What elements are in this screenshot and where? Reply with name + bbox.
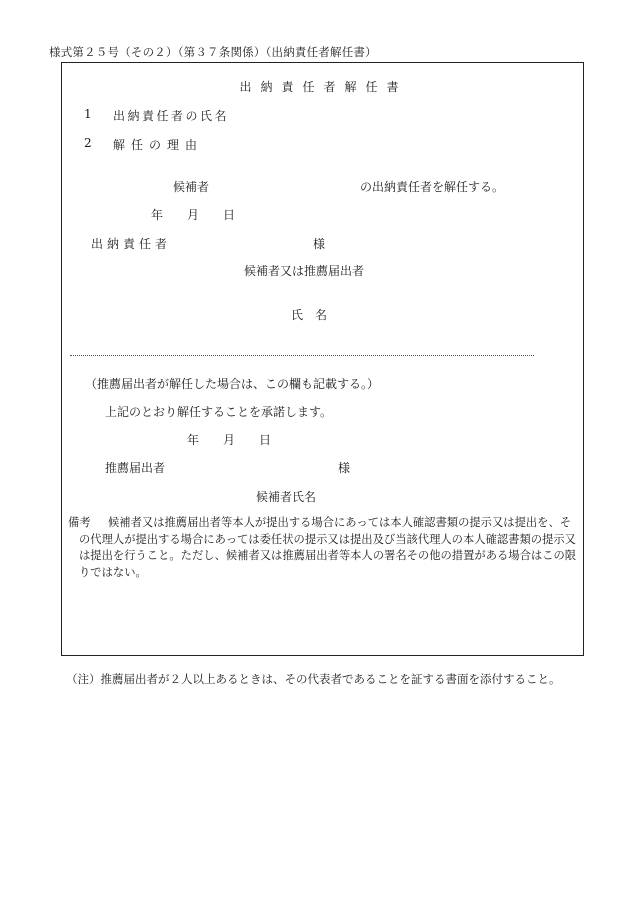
addressee-label: 出納責任者 [91, 237, 172, 251]
form-title: 出納責任者解任書 [239, 80, 408, 94]
form-header: 様式第２５号（その２）（第３７条関係）（出納責任者解任書） [49, 45, 377, 59]
addressee-honorific: 様 [313, 237, 326, 251]
consent-date-month: 月 [223, 433, 236, 447]
dismiss-statement: の出納責任者を解任する。 [360, 180, 505, 194]
signer-role: 候補者又は推薦届出者 [244, 264, 365, 278]
footnote: （注）推薦届出者が２人以上あるときは、その代表者であることを証する書面を添付すること。 [66, 672, 561, 686]
remarks-block [68, 515, 578, 581]
consent-date-day: 日 [259, 433, 272, 447]
signer-name-label: 氏 名 [291, 308, 328, 322]
separator-dotted-line [70, 355, 534, 356]
form-frame [61, 62, 584, 656]
consent-date-year: 年 [187, 433, 200, 447]
item2-label: 解任の理由 [113, 138, 204, 152]
recommender-label: 推薦届出者 [105, 461, 166, 475]
remarks-label: 備考 [68, 516, 91, 529]
consent-acknowledgement: 上記のとおり解任することを承諾します。 [105, 405, 333, 419]
date-day: 日 [223, 208, 236, 222]
consent-instruction: （推薦届出者が解任した場合は、この欄も記載する。） [85, 377, 380, 391]
item2-number: 2 [84, 136, 92, 150]
remarks-text: 候補者又は推薦届出者等本人が提出する場合にあっては本人確認書類の提示又は提出を、その代理人が提出する場合にあっては委任状の提示又は提出及び当該代理人の本人確認書類の提示又は提出を行うこと。ただし、候補者又は推薦届出者等本人の署名その他の措置がある場合はこの限りではない。 [79, 516, 577, 579]
item1-label: 出納責任者の氏名 [113, 109, 230, 123]
candidate-label: 候補者 [173, 180, 210, 194]
date-month: 月 [187, 208, 200, 222]
date-year: 年 [151, 208, 164, 222]
recommender-honorific: 様 [338, 461, 351, 475]
item1-number: 1 [84, 107, 92, 121]
candidate-name-label: 候補者氏名 [256, 490, 317, 504]
